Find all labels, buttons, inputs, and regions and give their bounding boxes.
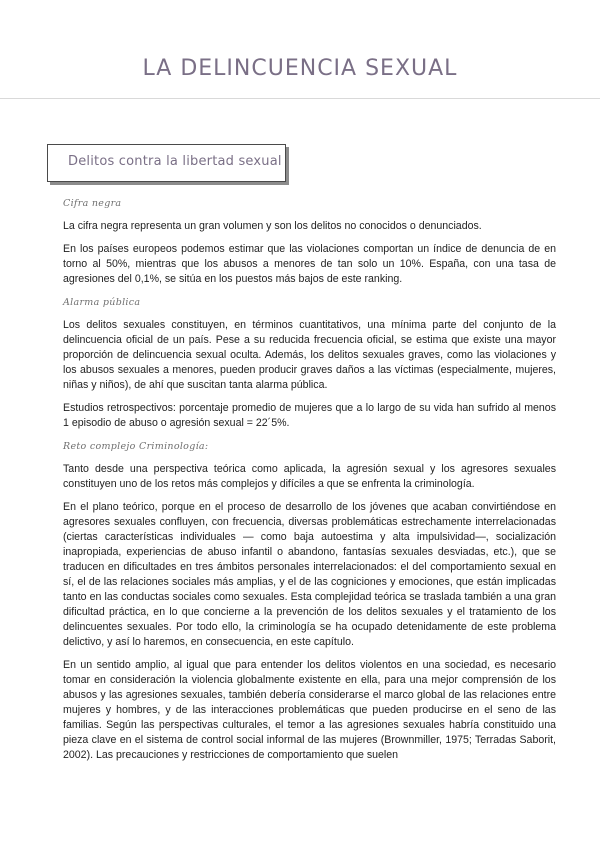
section-heading-box	[47, 144, 286, 182]
document-body	[63, 196, 556, 771]
paragraph: Estudios retrospectivos: porcentaje promedio de mujeres que a lo largo de su vida han sufrido al menos 1 episodio de abuso o agresión sexual = 22´5%.	[63, 402, 556, 429]
paragraph: Tanto desde una perspectiva teórica como aplicada, la agresión sexual y los agresores sexuales constituyen uno de los retos más complejos y difíciles a que se enfrenta la criminología.	[63, 463, 556, 490]
paragraph: En el plano teórico, porque en el proceso de desarrollo de los jóvenes que acaban convirtiéndose en agresores sexuales confluyen, con frecuencia, diversas problemáticas estrechamente interrelacionadas (ciertas características individuales — como baja autoestima y alta impulsividad—, socialización inapropiada, experiencias de abuso infantil o abandono, fantasías sexuales desviadas, etc.), que se traducen en dificultades en tres ámbitos personales interrelacionados: el del comportamiento sexual en sí, el de las relaciones sociales más amplias, y el de las cogniciones y emociones, que están implicadas tanto en las conductas sociales como sexuales. Esta complejidad teórica se traslada también a una gran dificultad práctica, en lo que concierne a la prevención de los delitos sexuales y el tratamiento de los delincuentes sexuales. Por todo ello, la criminología se ha ocupado detenidamente de este problema delictivo, y así lo haremos, en consecuencia, en este capítulo.	[63, 501, 556, 648]
paragraph: En un sentido amplio, al igual que para entender los delitos violentos en una sociedad, es necesario tomar en consideración la violencia globalmente existente en ella, para una mejor comprensión de los abusos y las agresiones sexuales, también debería considerarse el marco global de las relaciones entre mujeres y hombres, y de las interacciones problemáticas que pueden producirse en el seno de las familias. Según las perspectivas culturales, el temor a las agresiones sexuales habría constituido una pieza clave en el sistema de control social informal de las mujeres (Brownmiller, 1975; Terradas Saborit, 2002). Las precauciones y restricciones de comportamiento que suelen	[63, 659, 556, 761]
title-divider	[0, 98, 600, 99]
subheading-cifra-negra: Cifra negra	[63, 198, 122, 209]
paragraph: Los delitos sexuales constituyen, en términos cuantitativos, una mínima parte del conjunto de la delincuencia oficial de un país. Pese a su reducida frecuencia oficial, se estima que existe una mayor proporción de delincuencia sexual oculta. Además, los delitos sexuales graves, como las violaciones y los abusos sexuales a menores, pueden producir graves daños a las víctimas (especialmente, mujeres, niñas y niños), de ahí que suscitan tanta alarma pública.	[63, 319, 556, 391]
section-heading: Delitos contra la libertad sexual	[68, 154, 282, 169]
page-title: LA DELINCUENCIA SEXUAL	[142, 56, 458, 81]
paragraph: La cifra negra representa un gran volumen y son los delitos no conocidos o denunciados.	[63, 220, 482, 232]
paragraph: En los países europeos podemos estimar que las violaciones comportan un índice de denuncia de en torno al 50%, mientras que los abusos a menores de tan solo un 10%. España, con una tasa de agresiones del 0,1%, se sitúa en los puestos más bajos de este ranking.	[63, 243, 556, 285]
subheading-alarma-publica: Alarma pública	[63, 297, 141, 308]
subheading-reto-criminologia: Reto complejo Criminología:	[63, 441, 209, 452]
